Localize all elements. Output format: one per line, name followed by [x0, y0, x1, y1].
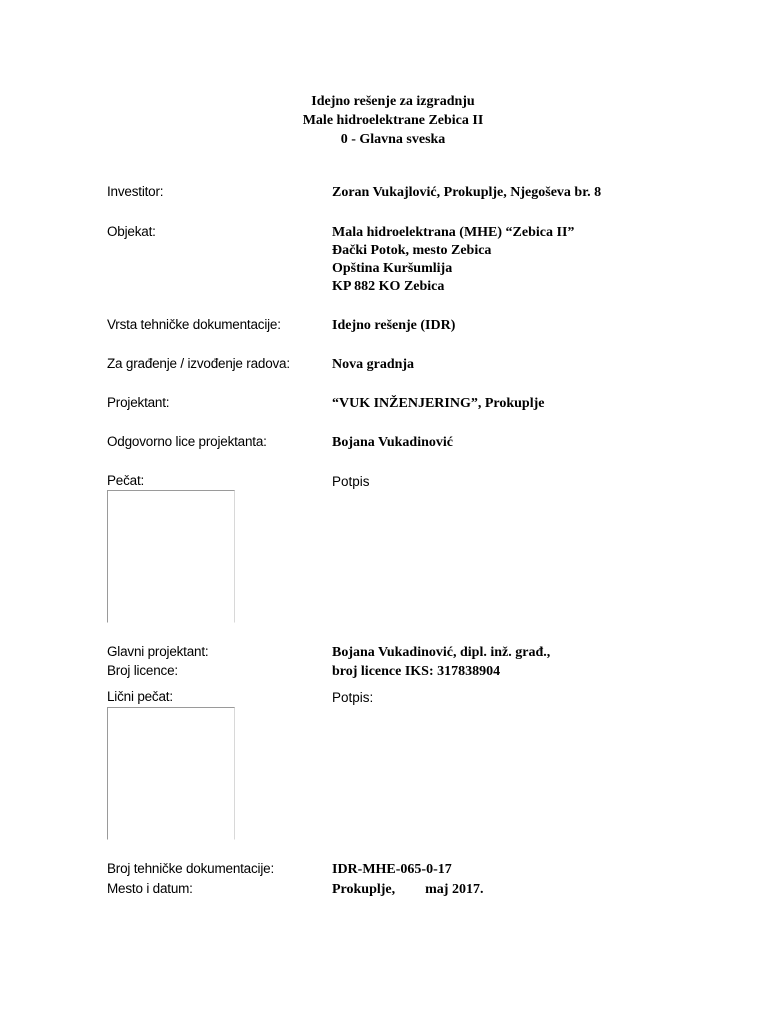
broj-dokumentacije-value: IDR-MHE-065-0-17: [332, 862, 452, 877]
objekat-line: KP 882 KO Zebica: [332, 279, 445, 294]
odgovorno-label: Odgovorno lice projektanta:: [107, 434, 267, 449]
licenca-value: broj licence IKS: 317838904: [332, 664, 501, 679]
title-line-1: Idejno rešenje za izgradnju: [311, 94, 475, 109]
personal-stamp-box: [107, 707, 235, 840]
document-title: [0, 92, 768, 149]
objekat-label: Objekat:: [107, 224, 156, 239]
title-line-2: Male hidroelektrane Zebica II: [302, 113, 484, 128]
odgovorno-value: Bojana Vukadinović: [332, 435, 453, 450]
pecat-label: Pečat:: [107, 473, 145, 488]
stamp-box: [107, 490, 235, 623]
objekat-line: Mala hidroelektrana (MHE) “Zebica II”: [332, 225, 575, 240]
vrsta-value: Idejno rešenje (IDR): [332, 318, 456, 333]
projektant-label: Projektant:: [107, 395, 170, 410]
licni-pecat-label: Lični pečat:: [107, 689, 173, 704]
glavni-projektant-value: Bojana Vukadinović, dipl. inž. građ.,: [332, 645, 551, 660]
title-line-3: 0 - Glavna sveska: [340, 132, 446, 147]
vrsta-label: Vrsta tehničke dokumentacije:: [107, 317, 281, 332]
investitor-label: Investitor:: [107, 184, 164, 199]
projektant-value: “VUK INŽENJERING”, Prokuplje: [332, 396, 545, 411]
mesto-datum-value: [332, 881, 483, 899]
datum-value: maj 2017.: [425, 882, 484, 897]
licni-pecat-potpis-label: Potpis:: [332, 690, 374, 705]
pecat-potpis-label: Potpis: [332, 474, 370, 489]
glavni-projektant-label: Glavni projektant:: [107, 644, 209, 659]
gradjenje-value: Nova gradnja: [332, 357, 415, 372]
gradjenje-label: Za građenje / izvođenje radova:: [107, 356, 290, 371]
objekat-line: Đački Potok, mesto Zebica: [332, 243, 492, 258]
licenca-label: Broj licence:: [107, 663, 178, 678]
mesto-datum-label: Mesto i datum:: [107, 881, 193, 896]
broj-dokumentacije-label: Broj tehničke dokumentacije:: [107, 861, 274, 876]
objekat-line: Opština Kuršumlija: [332, 261, 453, 276]
objekat-value: [332, 224, 574, 296]
investitor-value: Zoran Vukajlović, Prokuplje, Njegoševa br. 8: [332, 185, 602, 200]
mesto-value: Prokuplje,: [332, 882, 396, 897]
